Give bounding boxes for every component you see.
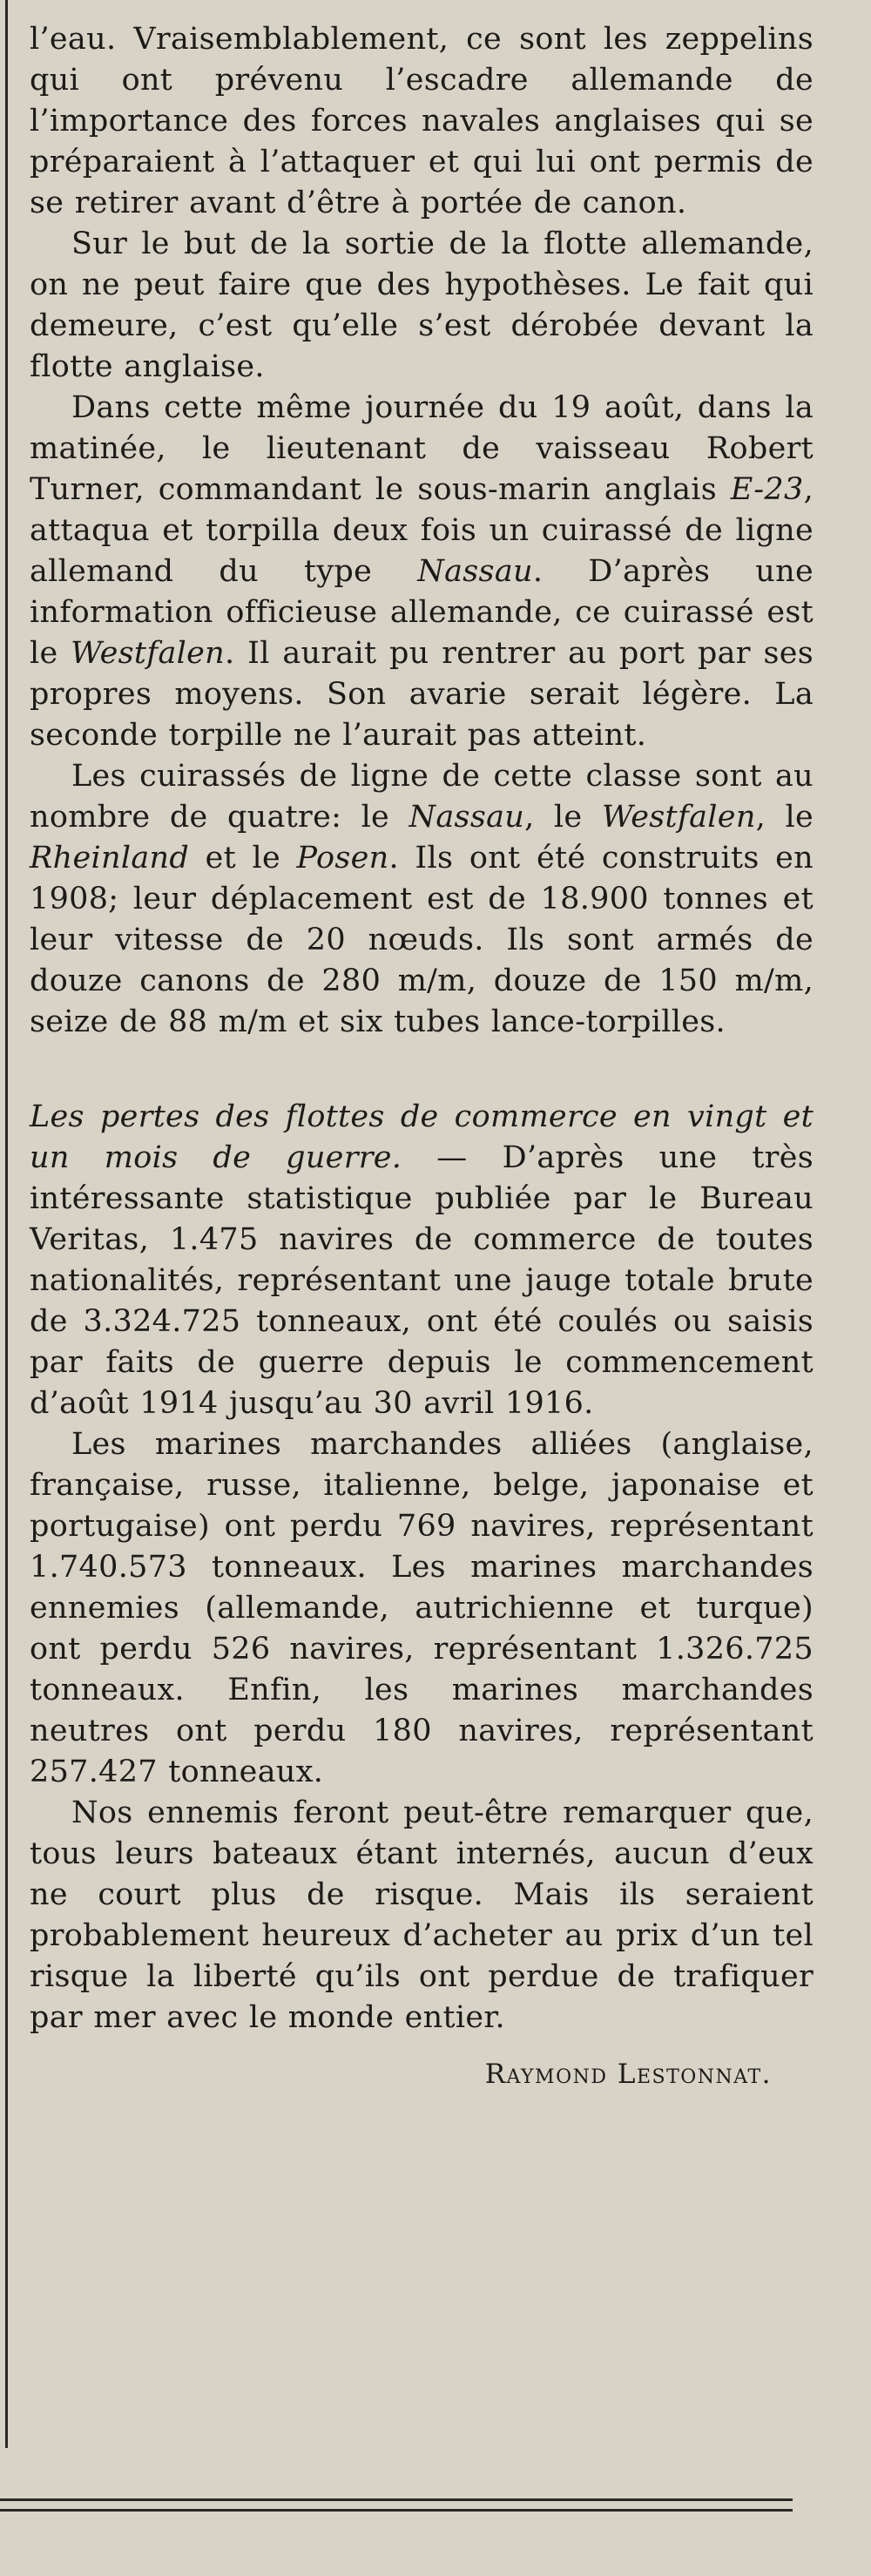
- ship-class-name: Nassau: [417, 554, 533, 589]
- paragraph-hypotheses: Sur le but de la sortie de la flotte allemande, on ne peut faire que des hypothèses. Le fait qui demeure, c’est qu’elle s’est dérobée devant la flotte anglaise.: [30, 226, 814, 384]
- ship-name: Nassau: [408, 800, 525, 835]
- text-run: — D’après une très intéressante statistique publiée par le Bureau Veritas, 1.475 navires de commerce de toutes nationalités, représentant une jauge totale brute de 3.324.725 tonneaux, ont été coulés ou saisis par faits de guerre depuis le commencement d’août 1914 jusqu’au 30 avril 1916.: [30, 1140, 814, 1421]
- text-run: . Ils ont été construits en 1908; leur déplacement est de 18.900 tonnes et leur vitesse de 20 nœuds. Ils sont armés de douze canons de 280 m/m, douze de 150 m/m, seize de 88 m/m et six tubes lance-torpilles.: [30, 841, 814, 1039]
- text-run: Dans cette même journée du 19 août, dans la matinée, le lieutenant de vaisseau Robert Turner, commandant le sous-marin anglais: [30, 390, 814, 507]
- bottom-rule: [0, 2498, 793, 2501]
- section-gap: [30, 1043, 814, 1097]
- ship-name: Rheinland: [30, 841, 190, 876]
- paragraph-losses-breakdown: Les marines marchandes alliées (anglaise, française, russe, italienne, belge, japonaise et portugaise) ont perdu 769 navires, représentant 1.740.573 tonneaux. Les marines marchandes ennemies (allemande, autrichienne et turque) ont perdu 526 navires, représentant 1.326.725 tonneaux. Enfin, les marines marchandes neutres ont perdu 180 navires, représentant 257.427 tonneaux.: [30, 1427, 814, 1789]
- paragraph-battleship-class: [30, 756, 814, 1043]
- bottom-rule: [0, 2509, 793, 2512]
- text-run: . Il aurait pu rentrer au port par ses propres moyens. Son avarie serait légère. La seconde torpille ne l’aurait pas atteint.: [30, 636, 814, 753]
- submarine-name: E-23: [730, 472, 804, 507]
- paragraph-zeppelins: l’eau. Vraisemblablement, ce sont les zeppelins qui ont prévenu l’escadre allemande de l’importance des forces navales anglaises qui se préparaient à l’attaquer et qui lui ont permis de se retirer avant d’être à portée de canon.: [30, 22, 814, 220]
- text-run: . D’après une information officieuse allemande, ce cuirassé est le: [30, 554, 814, 671]
- text-run: et le: [189, 841, 297, 876]
- ship-name: Posen: [296, 841, 389, 876]
- section-heading: Les pertes des flottes de commerce en vingt et un mois de guerre.: [30, 1099, 814, 1175]
- text-run: Les cuirassés de ligne de cette classe sont au nombre de quatre: le: [30, 759, 814, 835]
- paragraph-conclusion: Nos ennemis feront peut-être remarquer que, tous leurs bateaux étant internés, aucun d’eux ne court plus de risque. Mais ils seraient probablement heureux d’acheter au prix d’un tel risque la liberté qu’ils ont perdue de trafiquer par mer avec le monde entier.: [30, 1795, 814, 2035]
- ship-name: Westfalen: [601, 800, 756, 835]
- text-run: , attaqua et torpilla deux fois un cuirassé de ligne allemand du type: [30, 472, 814, 589]
- paragraph-turner-attack: [30, 388, 814, 756]
- text-run: , le: [524, 800, 602, 835]
- article-body: [30, 19, 814, 2095]
- author-signature: Raymond Lestonnat.: [484, 2059, 772, 2090]
- paragraph-merchant-losses: [30, 1097, 814, 1424]
- text-run: , le: [755, 800, 814, 835]
- column-left-rule: [5, 0, 8, 2448]
- ship-name: Westfalen: [71, 636, 225, 671]
